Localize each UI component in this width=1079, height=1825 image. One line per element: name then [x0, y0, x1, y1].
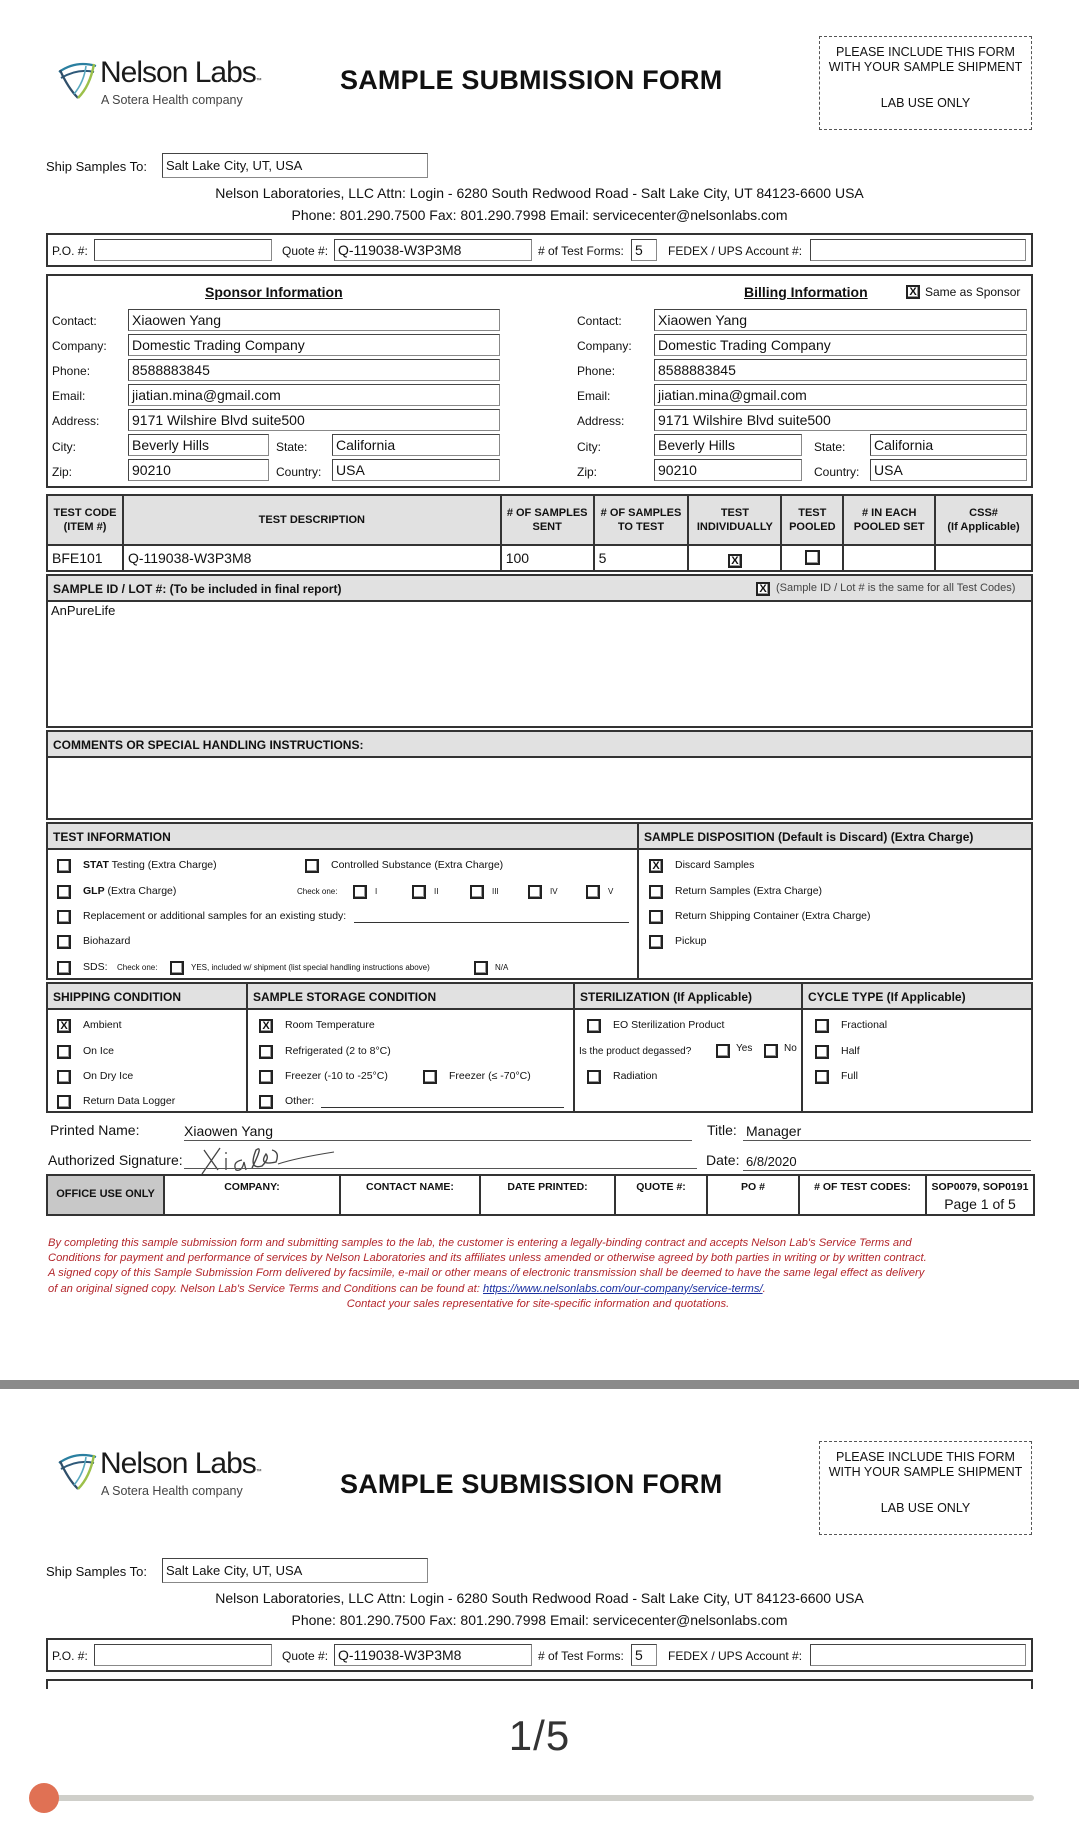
test-forms-field[interactable]: 5	[631, 239, 657, 261]
controlled-substance-checkbox[interactable]	[305, 859, 319, 873]
column-divider	[801, 984, 803, 1111]
sterilization-heading: STERILIZATION (If Applicable)	[580, 990, 752, 1004]
glp-option-i-label: I	[375, 887, 378, 896]
glp-option-i-checkbox[interactable]	[353, 885, 367, 899]
col-css: CSS# (If Applicable)	[935, 495, 1032, 545]
test-pooled-checkbox[interactable]	[805, 550, 820, 565]
lab-box-line-2: WITH YOUR SAMPLE SHIPMENT	[828, 60, 1023, 74]
billing-address-label: Address:	[577, 414, 625, 428]
sponsor-city-field[interactable]: Beverly Hills	[128, 434, 269, 456]
legal-disclaimer	[48, 1236, 1028, 1312]
billing-city-field[interactable]: Beverly Hills	[654, 434, 802, 456]
test-pooled-cell	[781, 545, 843, 571]
sponsor-email-field[interactable]: jiatian.mina@gmail.com	[128, 384, 500, 406]
nelson-labs-logo	[56, 1447, 266, 1507]
lab-box-line-3: LAB USE ONLY	[880, 96, 971, 110]
form-title: SAMPLE SUBMISSION FORM	[340, 1469, 723, 1499]
sponsor-country-field[interactable]: USA	[332, 459, 500, 481]
test-code-cell[interactable]: BFE101	[47, 545, 123, 571]
degassed-yes-checkbox[interactable]	[716, 1044, 730, 1058]
sponsor-email-label: Email:	[52, 389, 86, 403]
billing-country-label: Country:	[814, 465, 860, 479]
office-test-codes-cell: # OF TEST CODES:	[800, 1176, 927, 1214]
billing-contact-label: Contact:	[577, 314, 622, 328]
billing-zip-field[interactable]: 90210	[654, 459, 802, 481]
billing-state-field[interactable]: California	[870, 434, 1027, 456]
biohazard-checkbox[interactable]	[57, 935, 71, 949]
signature-image[interactable]	[196, 1140, 346, 1176]
date-label: Date:	[706, 1152, 740, 1168]
billing-zip-label: Zip:	[577, 465, 598, 479]
billing-state-label: State:	[814, 440, 846, 454]
sponsor-heading: Sponsor Information	[205, 284, 343, 300]
office-po-cell: PO #	[708, 1176, 800, 1214]
billing-heading: Billing Information	[744, 284, 868, 300]
glp-option-iv-label: IV	[550, 887, 558, 896]
fractional-checkbox[interactable]	[815, 1019, 829, 1033]
sponsor-contact-label: Contact:	[52, 314, 97, 328]
lab-address-line: Nelson Laboratories, LLC Attn: Login - 6280 South Redwood Road - Salt Lake City, UT 84123-6600 USA	[215, 1590, 864, 1606]
col-samples-to-test: # OF SAMPLES TO TEST	[594, 495, 689, 545]
billing-email-field[interactable]: jiatian.mina@gmail.com	[654, 384, 1027, 406]
page-slider-track[interactable]	[44, 1795, 1034, 1801]
lab-use-only-box	[819, 36, 1032, 130]
billing-email-label: Email:	[577, 389, 611, 403]
stat-testing-checkbox[interactable]	[57, 859, 71, 873]
glp-checkbox[interactable]	[57, 885, 71, 899]
sample-id-field[interactable]: AnPureLife	[51, 603, 116, 618]
other-storage-checkbox[interactable]	[259, 1095, 273, 1109]
fedex-account-label: FEDEX / UPS Account #:	[668, 244, 803, 258]
glp-option-ii-label: II	[434, 887, 439, 896]
test-information-section	[46, 822, 1033, 980]
billing-city-label: City:	[577, 440, 601, 454]
ship-samples-to-field[interactable]: Salt Lake City, UT, USA	[162, 153, 428, 178]
return-container-checkbox[interactable]	[649, 910, 663, 924]
column-divider	[246, 984, 248, 1111]
return-data-logger-checkbox[interactable]	[57, 1095, 71, 1109]
quote-field[interactable]: Q-119038-W3P3M8	[334, 1644, 532, 1666]
discard-samples-checkbox[interactable]: X	[649, 859, 663, 873]
on-dry-ice-checkbox[interactable]	[57, 1070, 71, 1084]
room-temp-label: Room Temperature	[285, 1019, 375, 1031]
date-field[interactable]: 6/8/2020	[746, 1154, 797, 1169]
replacement-samples-label: Replacement or additional samples for an existing study:	[83, 910, 347, 922]
return-data-logger-label: Return Data Logger	[83, 1095, 176, 1107]
freezer-70-label: Freezer (≤ -70°C)	[449, 1070, 531, 1082]
degassed-yes-label: Yes	[736, 1043, 753, 1054]
office-date-printed-cell: DATE PRINTED:	[481, 1176, 616, 1214]
disposition-heading: SAMPLE DISPOSITION (Default is Discard) (Extra Charge)	[644, 830, 974, 844]
sds-label: SDS:	[83, 961, 108, 973]
return-container-label: Return Shipping Container (Extra Charge)	[675, 910, 871, 922]
office-use-section	[46, 1174, 1035, 1216]
css-cell[interactable]	[935, 545, 1032, 571]
lab-box-line-1: PLEASE INCLUDE THIS FORM	[836, 45, 1015, 59]
office-company-cell: COMPANY:	[165, 1176, 341, 1214]
sponsor-company-field[interactable]: Domestic Trading Company	[128, 334, 500, 356]
ambient-checkbox[interactable]: X	[57, 1019, 71, 1033]
billing-phone-label: Phone:	[577, 364, 616, 378]
full-label: Full	[841, 1070, 858, 1082]
comments-header	[48, 732, 1031, 758]
freezer-70-checkbox[interactable]	[423, 1070, 437, 1084]
lab-use-only-box	[819, 1441, 1032, 1535]
glp-check-one-label: Check one:	[297, 887, 338, 896]
quote-label: Quote #:	[282, 1649, 329, 1663]
quote-label: Quote #:	[282, 244, 329, 258]
eo-sterilization-label: EO Sterilization Product	[613, 1019, 725, 1031]
same-as-sponsor-checkbox[interactable]: X	[906, 285, 920, 299]
logo-tagline: A Sotera Health company	[101, 93, 243, 107]
office-use-label: OFFICE USE ONLY	[48, 1176, 165, 1214]
degassed-question: Is the product degassed?	[579, 1046, 692, 1057]
printed-name-field[interactable]: Xiaowen Yang	[184, 1123, 273, 1139]
glp-option-v-checkbox[interactable]	[586, 885, 600, 899]
lab-address-line: Nelson Laboratories, LLC Attn: Login - 6280 South Redwood Road - Salt Lake City, UT 84123-6600 USA	[215, 185, 864, 201]
freezer-10-25-label: Freezer (-10 to -25°C)	[285, 1070, 388, 1082]
sponsor-state-label: State:	[276, 440, 308, 454]
legal-line-5: Contact your sales representative for site-specific information and quotations.	[346, 1297, 730, 1310]
test-codes-table	[46, 494, 1033, 572]
sds-yes-label: YES, included w/ shipment (list special handling instructions above)	[191, 963, 430, 972]
sds-yes-checkbox[interactable]	[170, 961, 184, 975]
return-samples-label: Return Samples (Extra Charge)	[675, 885, 823, 897]
signature-label: Authorized Signature:	[48, 1152, 183, 1168]
conditions-section	[46, 982, 1033, 1113]
sponsor-zip-field[interactable]: 90210	[128, 459, 269, 481]
po-label: P.O. #:	[52, 244, 88, 258]
ship-samples-to-label: Ship Samples To:	[46, 1564, 147, 1579]
lab-contact-line: Phone: 801.290.7500 Fax: 801.290.7998 Email: servicecenter@nelsonlabs.com	[291, 207, 788, 223]
sponsor-country-label: Country:	[276, 465, 322, 479]
col-pooled-set: # IN EACH POOLED SET	[843, 495, 935, 545]
room-temp-checkbox[interactable]: X	[259, 1019, 273, 1033]
sds-na-label: N/A	[495, 963, 509, 972]
biohazard-label: Biohazard	[83, 935, 131, 947]
glp-option-iii-checkbox[interactable]	[470, 885, 484, 899]
signature-line	[184, 1168, 697, 1169]
comments-section	[46, 730, 1033, 820]
billing-country-field[interactable]: USA	[870, 459, 1027, 481]
col-test-pooled: TEST POOLED	[781, 495, 843, 545]
quote-field[interactable]: Q-119038-W3P3M8	[334, 239, 532, 261]
lab-box-line-3: LAB USE ONLY	[880, 1501, 971, 1515]
test-forms-label: # of Test Forms:	[538, 244, 624, 258]
pickup-checkbox[interactable]	[649, 935, 663, 949]
page-separator	[0, 1380, 1079, 1389]
sop-codes: SOP0079, SOP0191	[931, 1181, 1029, 1193]
service-terms-link[interactable]: https://www.nelsonlabs.com/our-company/service-terms/	[482, 1282, 763, 1295]
degassed-no-checkbox[interactable]	[764, 1044, 778, 1058]
billing-contact-field[interactable]: Xiaowen Yang	[654, 309, 1027, 331]
nelson-labs-shield-icon	[56, 58, 98, 102]
date-line	[743, 1170, 1031, 1171]
conditions-header	[48, 984, 1031, 1010]
title-field[interactable]: Manager	[746, 1123, 802, 1139]
freezer-10-25-checkbox[interactable]	[259, 1070, 273, 1084]
billing-company-label: Company:	[577, 339, 632, 353]
samples-to-test-cell[interactable]: 5	[594, 545, 689, 571]
pickup-label: Pickup	[675, 935, 707, 947]
sds-na-checkbox[interactable]	[474, 961, 488, 975]
fedex-account-field[interactable]	[810, 239, 1026, 261]
legal-line-3: A signed copy of this Sample Submission Form delivered by facsimile, e-mail or other means of electronic transmission shall be deemed to have the same legal effect as delivery	[48, 1267, 925, 1280]
samples-sent-cell[interactable]: 100	[501, 545, 594, 571]
printed-name-label: Printed Name:	[50, 1122, 140, 1138]
nelson-labs-logo	[56, 56, 266, 116]
legal-line-4: of an original signed copy. Nelson Lab's Service Terms and Conditions can be found at: https://www.nelsonlabs.com/our-company/service-terms/.	[48, 1282, 766, 1295]
refrigerated-checkbox[interactable]	[259, 1045, 273, 1059]
fedex-account-label: FEDEX / UPS Account #:	[668, 1649, 803, 1663]
ambient-label: Ambient	[83, 1019, 122, 1031]
logo-tagline: A Sotera Health company	[101, 1484, 243, 1498]
discard-samples-label: Discard Samples	[675, 859, 755, 871]
page-slider-thumb[interactable]	[29, 1783, 59, 1813]
replacement-samples-checkbox[interactable]	[57, 910, 71, 924]
half-checkbox[interactable]	[815, 1045, 829, 1059]
table-row	[47, 545, 1032, 571]
other-storage-label: Other:	[285, 1095, 315, 1107]
pooled-set-cell[interactable]	[843, 545, 935, 571]
sponsor-zip-label: Zip:	[52, 465, 73, 479]
table-header-row	[47, 495, 1032, 545]
col-samples-sent: # OF SAMPLES SENT	[501, 495, 594, 545]
title-label: Title:	[707, 1122, 737, 1138]
sample-id-same-note: (Sample ID / Lot # is the same for all Test Codes)	[776, 582, 1016, 594]
billing-address-field[interactable]: 9171 Wilshire Blvd suite500	[654, 409, 1027, 431]
stat-testing-label: STAT Testing (Extra Charge)	[83, 859, 217, 871]
on-ice-label: On Ice	[83, 1045, 114, 1057]
glp-label: GLP (Extra Charge)	[83, 885, 177, 897]
logo-brand-name: Nelson Labs™	[100, 1447, 262, 1480]
test-forms-label: # of Test Forms:	[538, 1649, 624, 1663]
sponsor-state-field[interactable]: California	[332, 434, 500, 456]
sample-id-section	[46, 574, 1033, 728]
nelson-labs-shield-icon	[56, 1449, 98, 1493]
sponsor-contact-field[interactable]: Xiaowen Yang	[128, 309, 500, 331]
test-description-cell[interactable]: Q-119038-W3P3M8	[123, 545, 501, 571]
lab-box-line-2: WITH YOUR SAMPLE SHIPMENT	[828, 1465, 1023, 1479]
half-label: Half	[841, 1045, 860, 1057]
glp-option-iii-label: III	[492, 887, 499, 896]
same-as-sponsor-label: Same as Sponsor	[925, 285, 1021, 299]
page-of-total: Page 1 of 5	[944, 1196, 1016, 1212]
legal-line-2: Conditions for payment and performance of services by Nelson Laboratories and its affiliates unless amended or otherwise agreed by both parties in writing or by written contract.	[48, 1252, 927, 1265]
test-forms-field[interactable]: 5	[631, 1644, 657, 1666]
column-divider	[573, 984, 575, 1111]
other-storage-line[interactable]	[321, 1107, 564, 1108]
po-label: P.O. #:	[52, 1649, 88, 1663]
glp-option-ii-checkbox[interactable]	[412, 885, 426, 899]
po-field[interactable]	[94, 239, 272, 261]
radiation-checkbox[interactable]	[587, 1070, 601, 1084]
form-title: SAMPLE SUBMISSION FORM	[340, 65, 723, 95]
sample-id-same-checkbox[interactable]: X	[756, 582, 770, 596]
comments-field[interactable]	[51, 760, 1028, 815]
eo-sterilization-checkbox[interactable]	[587, 1019, 601, 1033]
sponsor-city-label: City:	[52, 440, 76, 454]
document-page-2	[0, 1389, 1079, 1689]
billing-company-field[interactable]: Domestic Trading Company	[654, 334, 1027, 356]
storage-heading: SAMPLE STORAGE CONDITION	[253, 990, 437, 1004]
page-indicator: 1/5	[508, 1712, 571, 1759]
replacement-study-line[interactable]	[354, 922, 629, 923]
logo-brand-name: Nelson Labs™	[100, 56, 262, 89]
sponsor-address-label: Address:	[52, 414, 100, 428]
col-test-individually: TEST INDIVIDUALLY	[688, 495, 781, 545]
sample-id-heading: SAMPLE ID / LOT #: (To be included in final report)	[53, 582, 342, 596]
cycle-heading: CYCLE TYPE (If Applicable)	[808, 990, 966, 1004]
sponsor-phone-field[interactable]: 8588883845	[128, 359, 500, 381]
comments-heading: COMMENTS OR SPECIAL HANDLING INSTRUCTIONS:	[53, 738, 364, 752]
ship-samples-to-field[interactable]: Salt Lake City, UT, USA	[162, 1558, 428, 1583]
test-info-heading: TEST INFORMATION	[53, 830, 171, 844]
sponsor-billing-section-partial	[46, 1679, 1033, 1689]
ship-samples-to-label: Ship Samples To:	[46, 159, 147, 174]
glp-option-iv-checkbox[interactable]	[528, 885, 542, 899]
test-individually-cell	[688, 545, 781, 571]
lab-box-line-1: PLEASE INCLUDE THIS FORM	[836, 1450, 1015, 1464]
section-divider	[637, 824, 639, 978]
on-dry-ice-label: On Dry Ice	[83, 1070, 134, 1082]
fractional-label: Fractional	[841, 1019, 888, 1031]
test-info-header	[48, 824, 1031, 850]
sponsor-address-field[interactable]: 9171 Wilshire Blvd suite500	[128, 409, 500, 431]
office-quote-cell: QUOTE #:	[616, 1176, 708, 1214]
office-contact-cell: CONTACT NAME:	[341, 1176, 481, 1214]
sds-check-one-label: Check one:	[117, 963, 158, 972]
col-test-code: TEST CODE (ITEM #)	[47, 495, 123, 545]
lab-contact-line: Phone: 801.290.7500 Fax: 801.290.7998 Email: servicecenter@nelsonlabs.com	[291, 1612, 788, 1628]
legal-line-1: By completing this sample submission form and submitting samples to the lab, the customer is entering a legally-binding contract and accepts Nelson Lab's Service Terms and	[48, 1237, 912, 1249]
title-line	[743, 1140, 1031, 1141]
po-field[interactable]	[94, 1644, 272, 1666]
shipping-heading: SHIPPING CONDITION	[53, 990, 182, 1004]
test-individually-checkbox[interactable]: X	[728, 554, 742, 568]
col-test-description: TEST DESCRIPTION	[123, 495, 501, 545]
radiation-label: Radiation	[613, 1070, 658, 1082]
order-numbers-row	[46, 1638, 1033, 1672]
order-numbers-row	[46, 233, 1033, 267]
on-ice-checkbox[interactable]	[57, 1045, 71, 1059]
sponsor-billing-section	[46, 274, 1033, 488]
sponsor-phone-label: Phone:	[52, 364, 91, 378]
controlled-substance-label: Controlled Substance (Extra Charge)	[331, 859, 504, 871]
sponsor-company-label: Company:	[52, 339, 107, 353]
full-checkbox[interactable]	[815, 1070, 829, 1084]
billing-phone-field[interactable]: 8588883845	[654, 359, 1027, 381]
sds-checkbox[interactable]	[57, 961, 71, 975]
fedex-account-field[interactable]	[810, 1644, 1026, 1666]
office-sop-cell	[927, 1176, 1033, 1214]
return-samples-checkbox[interactable]	[649, 885, 663, 899]
glp-option-v-label: V	[608, 887, 614, 896]
refrigerated-label: Refrigerated (2 to 8°C)	[285, 1045, 391, 1057]
degassed-no-label: No	[784, 1043, 797, 1054]
